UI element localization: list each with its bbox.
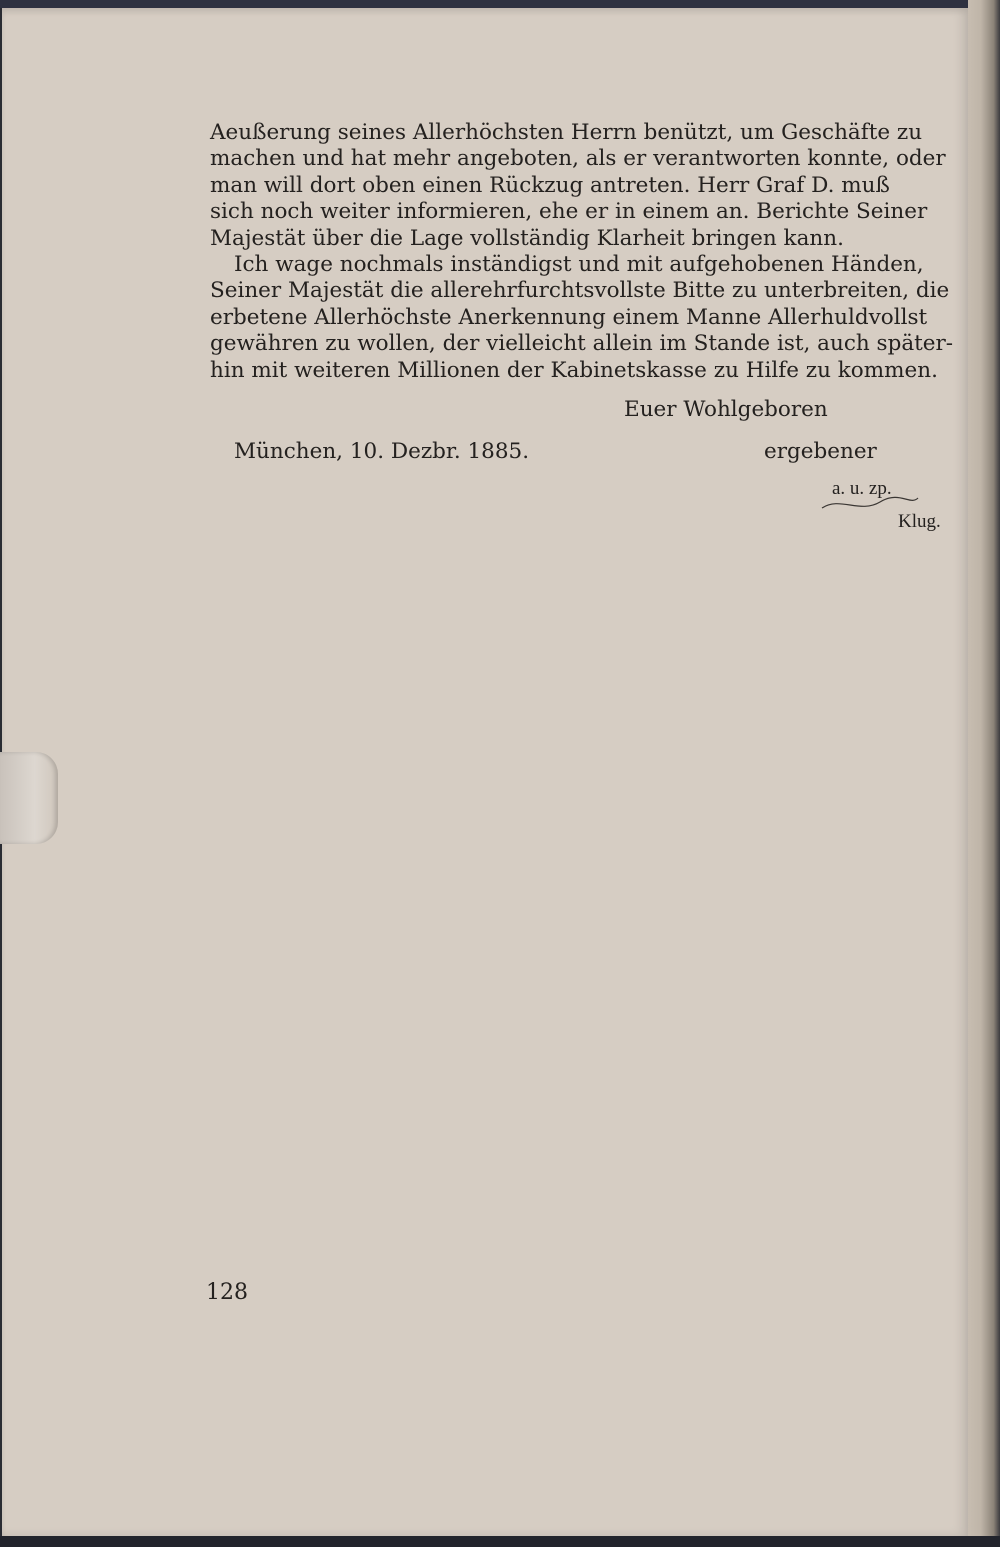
closing-salutation: Euer Wohlgeboren	[624, 397, 828, 422]
body-line-3: man will dort oben einen Rückzug antreten. Herr Graf D. muß	[210, 172, 890, 198]
bottom-binding-edge	[0, 1536, 1000, 1547]
body-line-1: Aeußerung seines Allerhöchsten Herrn benützt, um Geschäfte zu	[210, 120, 923, 145]
page-number: 128	[206, 1280, 248, 1305]
body-line-7: Seiner Majestät die allerehrfurchtsvollste Bitte zu unterbreiten, die	[210, 278, 950, 304]
closing-ergebener: ergebener	[764, 439, 877, 464]
body-line-9: gewähren zu wollen, der vielleicht allein im Stande ist, auch später-	[210, 331, 954, 357]
top-binding-edge	[0, 0, 1000, 8]
signature: Klug.	[898, 511, 941, 532]
body-line-4: sich noch weiter informieren, ehe er in einem an. Berichte Seiner	[210, 199, 928, 225]
body-line-10: hin mit weiteren Millionen der Kabinetskasse zu Hilfe zu kommen.	[210, 357, 938, 383]
page-edge-shadow	[968, 0, 1000, 1547]
letter-body	[210, 120, 954, 384]
body-line-2: machen und hat mehr angeboten, als er verantworten konnte, oder	[210, 146, 946, 172]
body-line-6: Ich wage nochmals inständigst und mit aufgehobenen Händen,	[234, 252, 924, 278]
body-line-8: erbetene Allerhöchste Anerkennung einem Manne Allerhuldvollst	[210, 304, 928, 330]
clip-impression	[0, 752, 58, 844]
body-line-5: Majestät über die Lage vollständig Klarheit bringen kann.	[210, 225, 844, 251]
letter-date: München, 10. Dezbr. 1885.	[234, 439, 530, 464]
auzp-note: a. u. zp.	[832, 478, 892, 499]
